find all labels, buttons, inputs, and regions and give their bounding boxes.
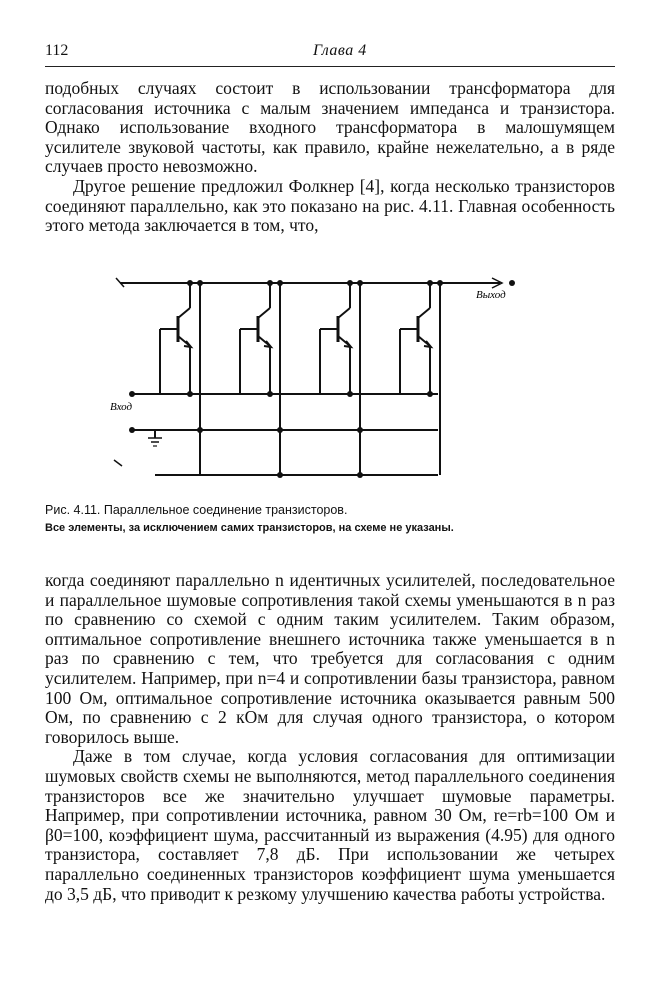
paragraph-4: Даже в том случае, когда условия согласования для оптимизации шумовых свойств схемы не выполняются, метод параллельного соединения транзисторов все же значительно улучшает шумовые параметры. Например, при сопротивлении источника, равном 30 Ом, re=rb=100 Ом и β0=100, коэффициент шума, рассчитанный из выражения (4.95) для одного транзистора, составляет 7,8 дБ. При использовании же четырех параллельно соединенных транзисторов коэффициент шума уменьшается до 3,5 дБ, что приводит к резкому улучшению качества работы устройства. <box>45 746 615 904</box>
text-block-bottom <box>45 571 615 904</box>
lower-terminal-mark <box>114 460 122 466</box>
transistor-stage-3 <box>320 283 360 475</box>
circuit-figure <box>100 270 530 490</box>
caption-note: Все элементы, за исключением самих транзисторов, на схеме не указаны. <box>45 522 454 534</box>
transistor-stage-2 <box>240 283 280 475</box>
transistor-stage-4 <box>400 283 440 475</box>
circuit-diagram <box>100 270 530 490</box>
text-block-top <box>45 79 615 236</box>
label-output: Выход <box>476 289 506 301</box>
transistor-stage-1 <box>160 283 200 475</box>
page-number: 112 <box>45 42 69 59</box>
paragraph-2: Другое решение предложил Фолкнер [4], когда несколько транзисторов соединяют параллельно, как это показано на рис. 4.11. Главная особенность этого метода заключается в том, что, <box>45 175 615 236</box>
caption-title: Рис. 4.11. Параллельное соединение транзисторов. <box>45 503 348 517</box>
figure-caption <box>45 502 615 536</box>
chapter-title: Глава 4 <box>313 42 367 59</box>
paragraph-3: когда соединяют параллельно n идентичных усилителей, последовательное и параллельное шумовые сопротивления такой схемы уменьшаются в n раз по сравнению со схемой с одним таким усилителем. Таким образом, оптимальное сопротивление внешнего источника также уменьшается в n раз по сравнению с тем, что требуется для согласования с одним усилителем. Например, при n=4 и сопротивлении базы транзистора, равном 100 Ом, оптимальное сопротивление источника оказывается равным 500 Ом, по сравнению с 2 кОм для случая одного транзистора, о котором говорилось выше. <box>45 570 615 747</box>
page-header <box>45 40 615 67</box>
label-input: Вход <box>110 401 133 413</box>
paragraph-1: подобных случаях состоит в использовании трансформатора для согласования источника с малым значением импеданса и транзистора. Однако использование входного трансформатора в малошумящем усилителе звуковой частоты, как правило, крайне нежелательно, а в ряде случаев просто невозможно. <box>45 78 615 177</box>
